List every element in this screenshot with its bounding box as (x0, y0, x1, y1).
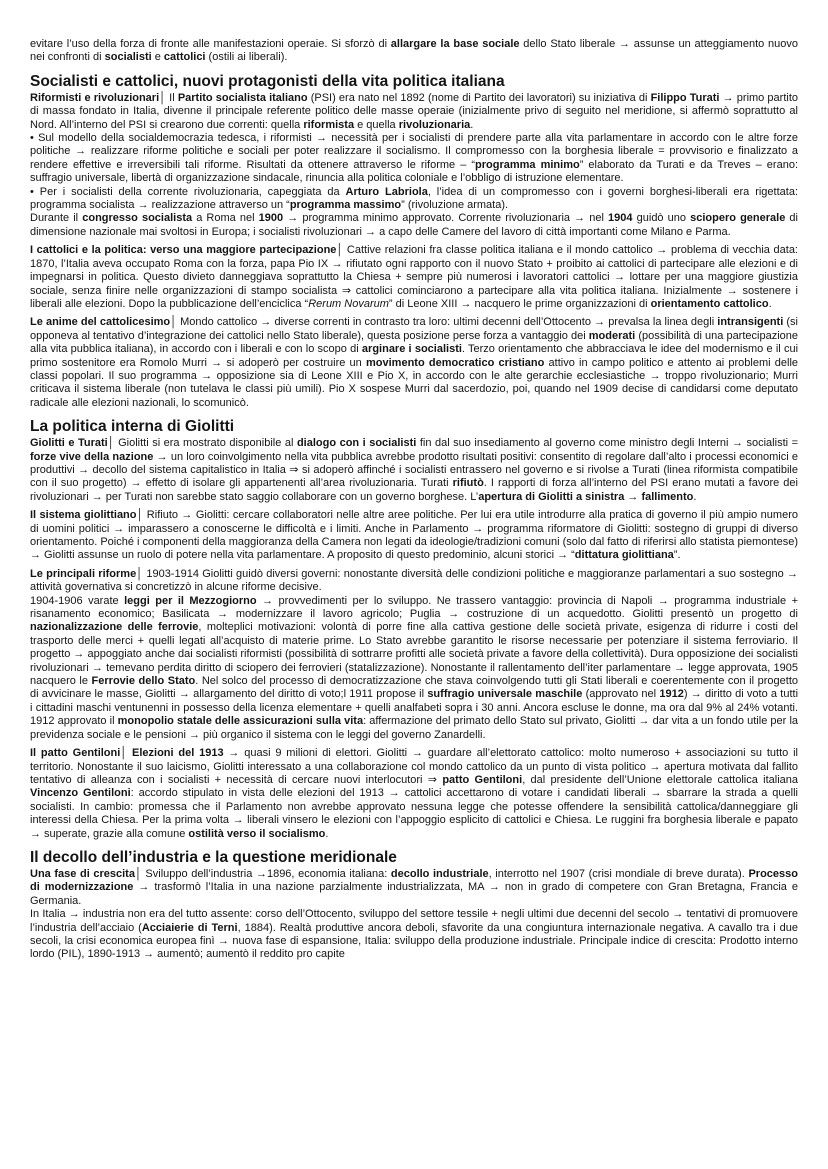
text-run: Il sistema giolittiano│ (30, 509, 144, 522)
text-run: Il decollo dell’industria e la questione meridionale (30, 848, 397, 866)
text-run: → (624, 490, 642, 503)
paragraph (30, 244, 798, 311)
text-run: dialogo con i socialisti (296, 437, 417, 450)
text-run: Durante il (30, 212, 83, 225)
paragraph (30, 92, 798, 132)
text-run: monopolio statale delle assicurazioni sulla vita (117, 715, 364, 728)
paragraph (30, 568, 798, 742)
text-run: (approvato nel (582, 688, 660, 701)
section-heading (30, 72, 798, 91)
text-run: 1900 (258, 212, 284, 225)
text-run: Il (166, 91, 178, 104)
text-run: a Roma nel (192, 212, 259, 225)
text-run: . (768, 297, 772, 310)
text-run: I cattolici e la politica: verso una maggiore partecipazione│ (30, 244, 344, 257)
text-run: Socialisti e cattolici, nuovi protagonisti della vita politica italiana (30, 72, 505, 90)
text-run: ) → diritto di voto a tutti i cittadini maschi ventunenni in possesso della licenza elementare + quelli analfabeti sopra i 30 anni. Ancora escluse le donne, ma ora dal 9% al 24% votanti. 1912 approvato il (30, 688, 799, 728)
text-run: In Italia → industria non era del tutto assente: corso dell’Ottocento, sviluppo del settore tessile + negli ultimi due decenni del secolo → tentativi di promuovere l’industria dell’acciaio ( (30, 908, 798, 934)
paragraph (30, 186, 798, 213)
text-run: sciopero generale (690, 212, 786, 225)
text-run: socialisti (104, 51, 152, 64)
text-run: e quella (354, 118, 399, 131)
document-body (30, 38, 798, 962)
text-run: ” elaborato da Turati e da Treves – erano: suffragio universale, libertà di organizzazione sindacale, rinuncia alla politica coloniale e l’obbligo di istruzione elementare. (30, 158, 798, 185)
text-run: rivoluzionaria (398, 118, 471, 131)
text-run: : accordo stipulato in vista delle elezioni del 1913 → cattolici accettarono di votare i candidati liberali → sbarrare la strada a quelli socialisti. In cambio: promessa che il Parlamento non avrebbe approvato nessuna legge che potesse offendere la sensibilità cattolica/danneggiare gli interessi della Chiesa. Per la prima volta → liberali vinsero le elezioni con l’appoggio esplicito di cattolici e Chiesa. Le ruggini fra borghesia liberale e papato → superate, grazie alla comune (30, 787, 798, 840)
text-run: Sviluppo dell’industria →1896, economia italiana: (141, 867, 391, 880)
text-run: orientamento cattolico (650, 297, 769, 310)
text-run: di dimensione nazionale mai svoltosi in Europa; i socialisti rivoluzionari → a capo delle Camere del lavoro di città importanti come Milano e Parma. (30, 212, 798, 238)
text-run: , l’idea di un compromesso con i governi borghesi-liberali era rigettata: programma socialista → realizzazione attraverso un “ (30, 185, 798, 212)
text-run: . Nel solco del processo di democratizzazione che stava coinvolgendo tutti gli Stati liberali e coerentemente con il progetto di avvicinare le masse, Giolitti → allargamento del diritto di voto;l 1911 propose il (30, 675, 798, 701)
text-run: movimento democratico cristiano (366, 356, 545, 369)
text-run: Ferrovie dello Stato (91, 675, 196, 688)
text-run: (possibilità di una partecipazione alla vita pubblica italiana), in accordo con i liberali e con lo scopo di (30, 329, 798, 356)
text-run: Il patto Gentiloni│ Elezioni del 1913 (30, 747, 224, 760)
paragraph (30, 132, 798, 186)
text-run: (ostili ai liberali). (205, 51, 288, 64)
paragraph (30, 509, 798, 563)
paragraph (30, 212, 798, 239)
text-run: programma minimo (475, 158, 580, 171)
text-run: riformista (303, 118, 355, 131)
text-run: e (151, 51, 164, 64)
text-run: , molteplici motivazioni: volontà di porre fine alla cattiva gestione delle società private, esigenza di ridurre i costi del trasporto delle merci + quelli legati all’acquisto di materie prime. Lo Stato avrebbe garantito le risorse necessarie per potenziare il sistema ferroviario. Il progetto → appoggiato anche dai socialisti riformisti (possibilità di sottrarre profitti alle società private a favore della collettività). Dura opposizione dei socialisti rivoluzionari → temevano perdita diritto di sciopero dei ferrovieri (statalizzazione). Nonostante il rallentamento dell’iter parlamentare → legge approvata, 1905 nacquero le (30, 621, 798, 688)
text-run: Arturo Labriola (345, 185, 428, 198)
text-run: ” di Leone XIII → nacquero le prime organizzazioni di (388, 297, 651, 310)
text-run: Rerum Novarum (308, 297, 389, 310)
text-run: • Sul modello della socialdemocrazia tedesca, i riformisti → necessità per i socialisti di prendere parte alla vita parlamentare in accordo con le altre forze politiche → realizzare riforme politiche e sociali per poter realizzare il socialismo. Il compromesso con la borghesia liberale = provvisorio e finalizzato a rendere effettive e irreversibili tali riforme. Risultati da ottenere attraverso le riforme – “ (30, 132, 798, 171)
text-run: . Terzo orientamento che abbracciava le idee del modernismo e il cui primo sostenitore era Romolo Murri → si adoperò per costruire un (30, 343, 799, 369)
text-run: fin dal suo insediamento al governo come ministro degli Interni → socialisti = (416, 437, 799, 450)
text-run: Mondo cattolico → diverse correnti in contrasto tra loro: ultimi decenni dell’Ottocento → prevalsa la linea degli (177, 316, 718, 329)
text-run: → un loro coinvolgimento nella vita pubblica avrebbe prodotto risultati positivi: consentito di regolare dall’alto i processi economici e produttivi → decollo del sistema capitalistico in Italia ⇒ si adoperò affinché i socialisti entrassero nel governo e si rivolse a Turati (linea riformista compatibile con il suo progetto) → effetto di isolare gli appartenenti all’area rivoluzionaria. Turati (30, 450, 799, 490)
text-run: . (693, 490, 697, 503)
text-run: Vincenzo Gentiloni (30, 787, 131, 800)
text-run: , 1884). Realtà produttive ancora deboli, sfavorite da una congiuntura internazionale negativa. A cavallo tra i due secoli, la crisi economica europea finì → nuova fase di espansione, Italia: sviluppo della produzione industriale. Principale indice di crescita: Prodotto interno lordo (PIL), 1890-1913 → aumentò; aumentò il reddito pro capite (30, 921, 798, 961)
text-run: Una fase di crescita│ (30, 867, 142, 880)
section-heading (30, 417, 798, 436)
text-run: allargare la base sociale (390, 38, 520, 50)
paragraph (30, 437, 798, 504)
text-run: ”. (673, 549, 681, 562)
text-run: 1912 (659, 688, 684, 701)
text-run: ” (rivoluzione armata). (401, 199, 509, 212)
text-run: 1903-1914 Giolitti guidò diversi governi: nonostante diversità delle condizioni politiche e maggioranze parlamentari a suo sostegno → attività governativa si concretizzò in alcune riforme decisive. (30, 567, 798, 594)
text-run: Cattive relazioni fra classe politica italiana e il mondo cattolico → problema di vecchia data: 1870, l’Italia aveva occupato Roma con la forza, papa Pio IX → rifiutato ogni rapporto con il nuovo Stato + proibito ai cattolici di partecipare alle elezioni e di impegnarsi in politica. Questo divieto danneggiava soprattutto la Chiesa + sempre più numerosi i lavoratori cattolici → lottare per una maggiore giustizia sociale, senza finire nelle organizzazioni di stampo socialista ⇒ cattolici cominciarono a partecipare alla vita politica italiana. Inizialmente → sostenere i liberali alle elezioni. Dopo la pubblicazione dell’enciclica “ (30, 244, 798, 310)
text-run: evitare l’uso della forza di fronte alle manifestazioni operaie. Si sforzò di (30, 38, 391, 50)
text-run: (si opponeva al tentativo d’integrazione dei cattolici nello Stato liberale), questa posizione perse forza a vantaggio dei (30, 316, 798, 342)
text-run: dittatura giolittiana (574, 549, 674, 562)
text-run: (PSI) era nato nel 1892 (nome di Partito dei lavoratori) su iniziativa di (307, 91, 651, 104)
text-run: → trasformò l’Italia in una nazione parzialmente industrializzata, MA → non in grado di competere con Gran Bretagna, Francia e Germania. (30, 881, 798, 907)
text-run: nazionalizzazione delle ferrovie (30, 621, 199, 634)
text-run: • Per i socialisti della corrente rivoluzionaria, capeggiata da (30, 185, 346, 198)
text-run: → quasi 9 milioni di elettori. Giolitti → guardare all’elettorato cattolico: molto numeroso + associazioni su tutto il territorio. Nonostante il suo laicismo, Giolitti interessato a una collaborazione col mondo cattolico da un punto di vista politico → apertura motivata dal fallito tentativo di alleanza con i socialisti + necessità di cercare nuovi interlocutori ⇒ (30, 747, 798, 786)
text-run: Partito socialista italiano (177, 91, 308, 104)
text-run: fallimento (641, 490, 694, 503)
text-run: , dal presidente dell’Unione elettorale cattolica italiana (522, 773, 798, 786)
text-run: Le anime del cattolicesimo│ (30, 316, 178, 329)
text-run: Filippo Turati (650, 91, 720, 104)
text-run: : affermazione del primato dello Stato sul privato, Giolitti → dar vita a un fondo utile per la previdenza sociale e le pensioni → più organico il sistema con le leggi del governo Zanardelli. (30, 715, 799, 741)
text-run: La politica interna di Giolitti (30, 418, 235, 436)
text-run: Le principali riforme│ (30, 567, 144, 580)
text-run: → programma minimo approvato. Corrente rivoluzionaria → nel (283, 212, 609, 225)
text-run: intransigenti (717, 316, 784, 329)
text-run: programma massimo (289, 199, 402, 212)
text-run: . (470, 118, 474, 131)
text-run: apertura di Giolitti a sinistra (478, 490, 625, 503)
text-run: congresso socialista (82, 212, 193, 225)
text-run: forze vive della nazione (30, 450, 154, 463)
text-run: dello Stato liberale → assunse un atteggiamento nuovo nei confronti di (30, 38, 798, 64)
text-run: 1904-1906 varate (30, 594, 125, 607)
text-run: suffragio universale maschile (427, 688, 583, 701)
text-run: Rifiuto → Giolitti: cercare collaboratori nelle altre aree politiche. Per lui era utile introdurre alla pratica di governo il più ampio numero di uomini politici → imparassero a conoscerne le difficoltà e i limiti. Anche in Parlamento → programma riformatore di Giolitti: sostegno di gruppi di diverso orientamento. Poiché i componenti della maggioranza della Camera non legati da ideologie/tradizioni comuni (solo dal fatto di riferirsi allo statista piemontese) → Giolitti assunse un ruolo di potere nella vita parlamentare. A proposito di questo predominio, alcuni storici → “ (30, 509, 798, 562)
text-run: moderati (588, 329, 636, 342)
text-run: Giolitti si era mostrato disponibile al (114, 437, 297, 450)
section-heading (30, 848, 798, 867)
text-run: Riformisti e rivoluzionari│ (30, 91, 167, 104)
text-run: attivo in campo politico e attento ai problemi delle classi popolari. Il suo programma → opposizione sia di Leone XIII e Pio X, in accordo con le alte gerarchie ecclesiastiche → troppo rivoluzionario; Murri criticava il sistema liberale (non tutelava le classi più umili). Pio X sospese Murri dal sacerdozio, poi, quando nel 1909 decise di candidarsi come deputato radicale alle elezioni nazionali, lo scomunicò. (30, 356, 799, 409)
text-run: → primo partito di massa fondato in Italia, divenne il principale referente politico delle masse operaie (inizialmente privo di seguito nel meridione, si affermò soprattutto al Nord. All’interno del PSI si crearono due correnti: quella (30, 91, 799, 131)
text-run: Acciaierie di Terni (141, 921, 238, 934)
text-run: Processo di modernizzazione (30, 867, 798, 894)
text-run: ostilità verso il socialismo (188, 827, 326, 840)
text-run: → provvedimenti per lo sviluppo. Ne trassero vantaggio: provincia di Napoli → programma industriale + risanamento economico; Basilicata → modernizzare il lavoro agricolo; Puglia → costruzione di un acquedotto. Giolitti presentò un progetto di (30, 594, 799, 621)
paragraph (30, 38, 798, 65)
text-run: cattolici (163, 51, 206, 64)
paragraph (30, 316, 798, 410)
text-run: leggi per il Mezzogiorno (124, 594, 257, 607)
text-run: guidò uno (632, 212, 691, 225)
text-run: . (325, 827, 329, 840)
text-run: decollo industriale (390, 867, 489, 880)
text-run: rifiutò (452, 477, 484, 490)
text-run: Giolitti e Turati│ (30, 437, 115, 450)
text-run: patto Gentiloni (442, 773, 523, 786)
text-run: . I rapporti di forza all’interno del PSI erano mutati a favore dei rivoluzionari → per Turati non sarebbe stato saggio collaborare con un governo borghese. L’ (30, 477, 798, 503)
text-run: , interrotto nel 1907 (crisi mondiale di breve durata). (488, 867, 749, 880)
text-run: arginare i socialisti (361, 343, 462, 356)
paragraph (30, 747, 798, 841)
text-run: 1904 (608, 212, 633, 225)
paragraph (30, 868, 798, 962)
